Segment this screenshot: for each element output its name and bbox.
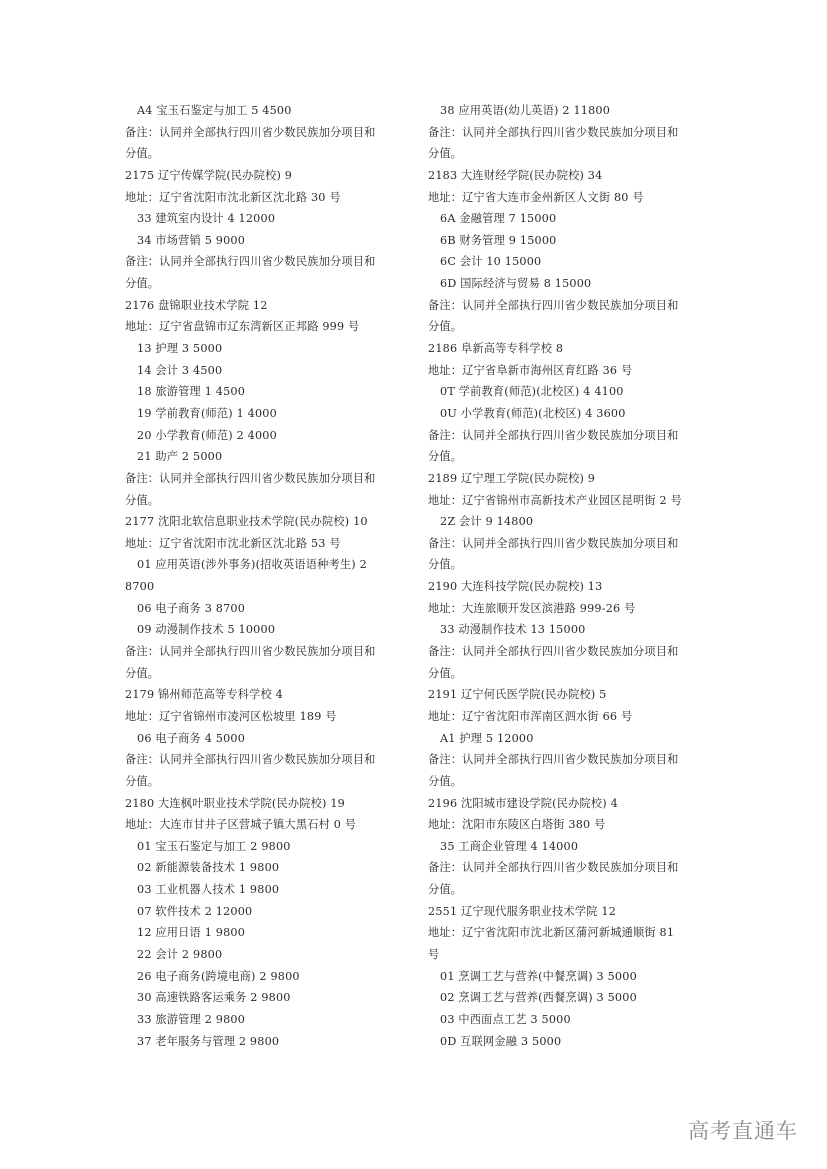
text-line: 地址：大连旅顺开发区滨港路 999-26 号	[428, 601, 636, 615]
text-line: 2186 阜新高等专科学校 8	[428, 342, 564, 356]
text-line: 分值。	[125, 774, 160, 788]
text-line: 01 烹调工艺与营养(中餐烹调) 3 5000	[440, 969, 637, 983]
text-line: 备注：认同并全部执行四川省少数民族加分项目和	[125, 753, 376, 767]
text-line: 备注：认同并全部执行四川省少数民族加分项目和	[428, 536, 679, 550]
text-line: 地址：沈阳市东陵区白塔街 380 号	[428, 818, 606, 832]
text-line: 地址：辽宁省沈阳市沈北新区沈北路 30 号	[125, 190, 341, 204]
text-line: 备注：认同并全部执行四川省少数民族加分项目和	[428, 645, 679, 659]
text-line: 19 学前教育(师范) 1 4000	[137, 406, 277, 420]
text-line: 地址：辽宁省锦州市凌河区松坡里 189 号	[125, 709, 337, 723]
text-line: 37 老年服务与管理 2 9800	[137, 1034, 280, 1048]
text-line: 13 护理 3 5000	[137, 342, 223, 356]
text-line: 02 新能源装备技术 1 9800	[137, 861, 280, 875]
text-line: 34 市场营销 5 9000	[137, 233, 246, 247]
text-line: 地址：辽宁省阜新市海州区育红路 36 号	[428, 363, 633, 377]
text-line: 30 高速铁路客运乘务 2 9800	[137, 991, 291, 1005]
text-line: 备注：认同并全部执行四川省少数民族加分项目和	[125, 645, 376, 659]
text-line: 26 电子商务(跨境电商) 2 9800	[137, 969, 300, 983]
text-line: 备注：认同并全部执行四川省少数民族加分项目和	[428, 298, 679, 312]
text-line: 地址：辽宁省沈阳市沈北新区沈北路 53 号	[125, 536, 341, 550]
text-line: 06 电子商务 3 8700	[137, 601, 246, 615]
text-line: 地址：辽宁省沈阳市沈北新区蒲河新城通顺街 81	[428, 926, 675, 940]
text-line: 33 动漫制作技术 13 15000	[440, 623, 586, 637]
text-line: 地址：辽宁省大连市金州新区人文街 80 号	[428, 190, 644, 204]
text-line: 分值。	[428, 883, 463, 897]
text-line: 33 建筑室内设计 4 12000	[137, 212, 276, 226]
text-line: 18 旅游管理 1 4500	[137, 385, 246, 399]
text-line: 09 动漫制作技术 5 10000	[137, 623, 276, 637]
text-line: 02 烹调工艺与营养(西餐烹调) 3 5000	[440, 991, 637, 1005]
text-line: 分值。	[428, 666, 463, 680]
right-column	[428, 100, 718, 1052]
text-line: 21 助产 2 5000	[137, 450, 223, 464]
text-line: A1 护理 5 12000	[440, 731, 534, 745]
text-line: 6C 会计 10 15000	[440, 255, 542, 269]
text-line: 备注：认同并全部执行四川省少数民族加分项目和	[428, 125, 679, 139]
text-line: 分值。	[428, 450, 463, 464]
text-line: 6D 国际经济与贸易 8 15000	[440, 277, 592, 291]
text-line: 备注：认同并全部执行四川省少数民族加分项目和	[125, 125, 376, 139]
text-line: 2190 大连科技学院(民办院校) 13	[428, 580, 603, 594]
text-line: 地址：辽宁省沈阳市浑南区泗水街 66 号	[428, 709, 633, 723]
text-line: 6A 金融管理 7 15000	[440, 212, 557, 226]
text-line: 03 中西面点工艺 3 5000	[440, 1012, 571, 1026]
watermark: 高考直通车	[688, 1119, 798, 1143]
left-column	[125, 100, 415, 1052]
text-line: 分值。	[125, 666, 160, 680]
text-line: 6B 财务管理 9 15000	[440, 233, 557, 247]
text-line: 2189 辽宁理工学院(民办院校) 9	[428, 471, 596, 485]
text-line: 备注：认同并全部执行四川省少数民族加分项目和	[428, 753, 679, 767]
text-line: 2179 锦州师范高等专科学校 4	[125, 688, 283, 702]
text-line: 地址：大连市甘井子区营城子镇大黑石村 0 号	[125, 818, 357, 832]
text-line: 2191 辽宁何氏医学院(民办院校) 5	[428, 688, 607, 702]
text-line: 分值。	[428, 147, 463, 161]
text-line: 备注：认同并全部执行四川省少数民族加分项目和	[125, 471, 376, 485]
text-line: 2176 盘锦职业技术学院 12	[125, 298, 268, 312]
text-line: 2551 辽宁现代服务职业技术学院 12	[428, 904, 617, 918]
text-line: 备注：认同并全部执行四川省少数民族加分项目和	[428, 428, 679, 442]
text-line: A4 宝玉石鉴定与加工 5 4500	[137, 104, 292, 117]
text-line: 22 会计 2 9800	[137, 947, 223, 961]
text-line: 01 应用英语(涉外事务)(招收英语语种考生) 2	[137, 558, 367, 572]
text-line: 38 应用英语(幼儿英语) 2 11800	[440, 104, 611, 117]
text-line: 35 工商企业管理 4 14000	[440, 839, 579, 853]
text-line: 03 工业机器人技术 1 9800	[137, 883, 280, 897]
text-line: 14 会计 3 4500	[137, 363, 223, 377]
text-line: 2196 沈阳城市建设学院(民办院校) 4	[428, 796, 618, 810]
text-line: 2180 大连枫叶职业技术学院(民办院校) 19	[125, 796, 345, 810]
text-line: 地址：辽宁省锦州市高新技术产业园区昆明街 2 号	[428, 493, 682, 507]
text-line: 01 宝玉石鉴定与加工 2 9800	[137, 839, 291, 853]
text-line: 分值。	[428, 320, 463, 334]
text-line: 06 电子商务 4 5000	[137, 731, 246, 745]
text-line: 0T 学前教育(师范)(北校区) 4 4100	[440, 385, 624, 399]
text-line: 12 应用日语 1 9800	[137, 926, 246, 940]
text-line: 分值。	[428, 558, 463, 572]
text-line: 8700	[125, 580, 155, 594]
text-line: 分值。	[125, 277, 160, 291]
text-line: 2Z 会计 9 14800	[440, 515, 534, 529]
text-line: 分值。	[125, 147, 160, 161]
text-line: 33 旅游管理 2 9800	[137, 1012, 246, 1026]
text-line: 2183 大连财经学院(民办院校) 34	[428, 168, 603, 182]
text-line: 备注：认同并全部执行四川省少数民族加分项目和	[125, 255, 376, 269]
text-line: 号	[428, 947, 440, 961]
text-line: 备注：认同并全部执行四川省少数民族加分项目和	[428, 861, 679, 875]
text-line: 2177 沈阳北软信息职业技术学院(民办院校) 10	[125, 515, 368, 529]
text-line: 地址：辽宁省盘锦市辽东湾新区正邦路 999 号	[125, 320, 360, 334]
text-line: 0U 小学教育(师范)(北校区) 4 3600	[440, 406, 626, 420]
text-line: 0D 互联网金融 3 5000	[440, 1034, 562, 1048]
text-line: 分值。	[428, 774, 463, 788]
text-line: 2175 辽宁传媒学院(民办院校) 9	[125, 168, 293, 182]
text-line: 20 小学教育(师范) 2 4000	[137, 428, 277, 442]
text-line: 07 软件技术 2 12000	[137, 904, 253, 918]
text-line: 分值。	[125, 493, 160, 507]
